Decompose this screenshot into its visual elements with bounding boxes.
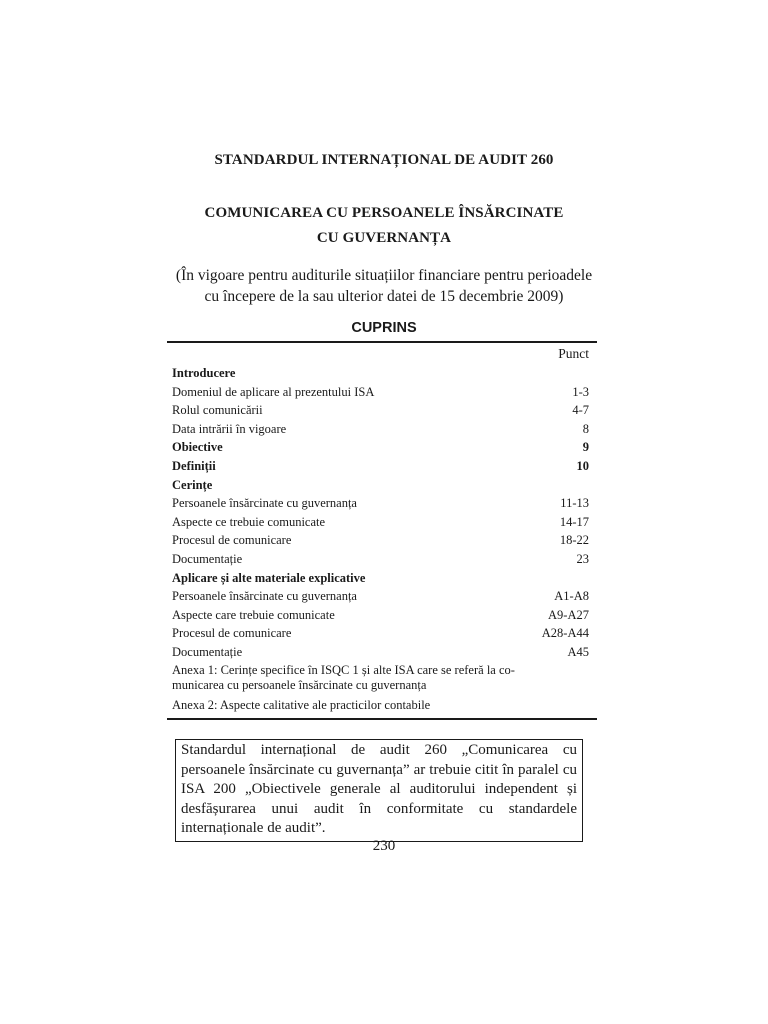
toc-row — [172, 438, 589, 457]
toc-row — [172, 513, 589, 532]
toc-bottom-rule — [167, 718, 597, 720]
effective-date-line2: cu începere de la sau ulterior datei de 15 decembrie 2009) — [204, 288, 564, 305]
toc-entry-text: Aspecte care trebuie comunicate — [172, 607, 335, 622]
toc-entry-paragraphs: 14-17 — [559, 514, 589, 529]
toc-entry-text: Documentație — [172, 551, 243, 566]
toc-entry-paragraphs: 1-3 — [572, 384, 589, 399]
toc-row — [172, 364, 589, 383]
toc-entry-text: Obiective — [172, 440, 223, 455]
toc-entry-text: Persoanele însărcinate cu guvernanța — [172, 496, 357, 511]
page-number: 230 — [372, 838, 396, 854]
toc-entry-text: Data intrării în vigoare — [172, 421, 287, 436]
toc-entry-paragraphs: A9-A27 — [548, 607, 589, 622]
toc-entry-paragraphs: 11-13 — [560, 496, 589, 511]
toc-row — [172, 531, 589, 550]
reading-note-box: Standardul internațional de audit 260 „Comunicarea cu persoanele însărcinate cu guvernanța” ar trebuie citit în paralel cu ISA 200 „Obiectivele generale al auditorului independent și desfășurarea unui audit în conformitate cu standardele internaționale de audit”. — [175, 739, 583, 842]
toc-entry-text: Procesul de comunicare — [172, 533, 292, 548]
toc-entry-text: Cerințe — [172, 477, 213, 492]
toc-entry-text: Aspecte ce trebuie comunicate — [172, 514, 326, 529]
toc-heading: CUPRINS — [351, 320, 417, 336]
standard-subtitle-line2: CU GUVERNANȚA — [316, 230, 452, 246]
standard-subtitle-line1: COMUNICAREA CU PERSOANELE ÎNSĂRCINATE — [204, 205, 564, 221]
table-of-contents — [172, 344, 589, 714]
toc-entry-paragraphs: A45 — [567, 644, 589, 659]
toc-entry-text: Persoanele însărcinate cu guvernanța — [172, 589, 357, 604]
toc-row — [172, 643, 589, 662]
toc-row — [172, 494, 589, 513]
effective-date-note — [0, 265, 768, 307]
toc-entry-text: Aplicare și alte materiale explicative — [172, 570, 366, 585]
toc-entry-text: Anexa 1: Cerințe specifice în ISQC 1 și alte ISA care se referă la co-municarea cu persoanele însărcinate cu guvernanța — [172, 662, 515, 692]
toc-entry-paragraphs: 10 — [576, 458, 589, 473]
toc-row — [172, 606, 589, 625]
toc-entry-text: Documentație — [172, 644, 243, 659]
toc-entry-text: Domeniul de aplicare al prezentului ISA — [172, 384, 375, 399]
standard-title: STANDARDUL INTERNAȚIONAL DE AUDIT 260 — [214, 152, 554, 168]
toc-rows — [172, 364, 589, 714]
toc-entry-text: Introducere — [172, 366, 236, 380]
toc-entry-paragraphs: A1-A8 — [554, 589, 589, 604]
toc-row — [172, 587, 589, 606]
toc-entry-paragraphs: 4-7 — [572, 403, 589, 418]
toc-entry-text: Definiții — [172, 458, 216, 473]
toc-entry-paragraphs: 8 — [582, 421, 589, 436]
toc-row — [172, 569, 589, 588]
toc-entry-text: Anexa 2: Aspecte calitative ale practicilor contabile — [172, 697, 431, 712]
toc-entry-paragraphs: 23 — [576, 551, 589, 566]
toc-row — [172, 662, 589, 693]
toc-entry-paragraphs: 18-22 — [559, 533, 589, 548]
toc-entry-text: Rolul comunicării — [172, 403, 263, 418]
toc-row — [172, 457, 589, 476]
toc-entry-paragraphs: 9 — [582, 440, 589, 455]
effective-date-line1: (În vigoare pentru auditurile situațiilor financiare pentru perioadele — [175, 267, 593, 284]
toc-row — [172, 383, 589, 402]
toc-entry-text: Procesul de comunicare — [172, 626, 292, 641]
toc-row — [172, 550, 589, 569]
toc-row — [172, 476, 589, 495]
toc-top-rule — [167, 341, 597, 343]
toc-row — [172, 696, 589, 715]
toc-row — [172, 401, 589, 420]
toc-row — [172, 420, 589, 439]
toc-row — [172, 624, 589, 643]
toc-column-label: Punct — [558, 346, 589, 361]
toc-entry-paragraphs: A28-A44 — [541, 626, 589, 641]
